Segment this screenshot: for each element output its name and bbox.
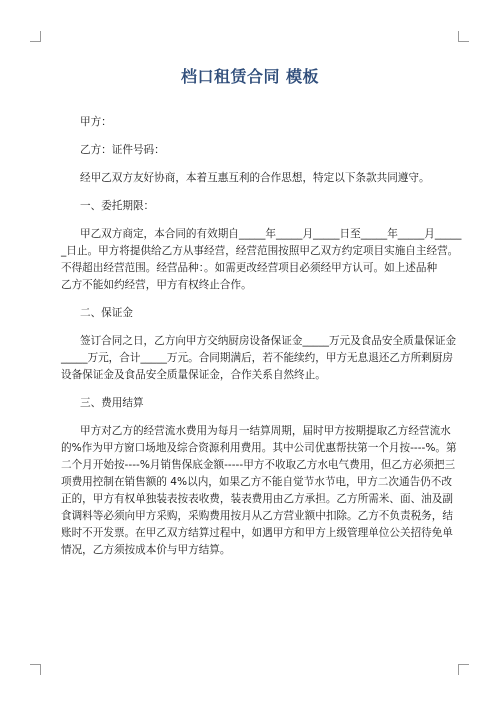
paragraph-line: 甲方对乙方的经营流水费用为每月一结算周期，届时甲方按期提取乙方经营流水 bbox=[80, 425, 451, 437]
paragraph-line: 甲乙双方商定，本合同的有效期自_____年_____月_____日至_____年_____月_____ bbox=[80, 228, 462, 240]
party-b-line: 乙方：证件号码： bbox=[80, 144, 165, 156]
paragraph-line: 设备保证金及食品安全质量保证金，合作关系自然终止。 bbox=[61, 369, 326, 381]
party-a-line: 甲方： bbox=[80, 116, 112, 128]
page-corner-mark-top-right bbox=[458, 31, 469, 42]
paragraph-line: _____万元，合计_____万元。合同期满后，若不能续约，甲方无息退还乙方所剩厨房 bbox=[61, 352, 453, 364]
document-body bbox=[61, 114, 462, 559]
document-title: 档口租赁合同 模板 bbox=[180, 67, 320, 86]
paragraph-line: _日止。甲方将提供给乙方从事经营，经营范围按照甲乙双方约定项目实施自主经营。 bbox=[61, 245, 459, 257]
page-corner-mark-bottom-right bbox=[458, 664, 469, 675]
paragraph-line: 账时不开发票。在甲乙双方结算过程中，如遇甲方和甲方上级管理单位公关招待免单 bbox=[61, 527, 453, 539]
paragraph-line: 项费用控制在销售额的 4%以内，如果乙方不能自觉节水节电，甲方二次通告仍不改 bbox=[61, 476, 452, 488]
section-heading-term: 一、委托期限： bbox=[80, 200, 155, 212]
section-heading-deposit: 二、保证金 bbox=[80, 307, 133, 319]
page-corner-mark-top-left bbox=[30, 31, 41, 42]
paragraph-line: 签订合同之日，乙方向甲方交纳厨房设备保证金_____万元及食品安全质量保证金 bbox=[80, 335, 457, 347]
paragraph-line: 正的，甲方有权单独装表按表收费，装表费用由乙方承担。乙方所需米、面、油及副 bbox=[61, 493, 453, 505]
paragraph-line: 的%作为甲方窗口场地及综合资源利用费用。其中公司优惠帮扶第一个月按----%。第 bbox=[61, 442, 457, 454]
paragraph-line: 乙方不能如约经营，甲方有权终止合作。 bbox=[61, 279, 252, 291]
paragraph-line: 不得超出经营范围。经营品种：。如需更改经营项目必须经甲方认可。如上述品种 bbox=[61, 262, 438, 274]
paragraph-line: 情况，乙方须按成本价与甲方结算。 bbox=[61, 544, 231, 556]
preamble-paragraph: 经甲乙双方友好协商，本着互惠互利的合作思想，特定以下条款共同遵守。 bbox=[80, 172, 430, 184]
paragraph-line: 食调料等必须向甲方采购，采购费用按月从乙方营业额中扣除。乙方不负责税务，结 bbox=[61, 510, 453, 522]
section-heading-settlement: 三、费用结算 bbox=[80, 397, 144, 409]
paragraph-line: 二个月开始按----%月销售保底金额-----甲方不收取乙方水电气费用，但乙方必须把三 bbox=[61, 459, 456, 471]
page-corner-mark-bottom-left bbox=[30, 664, 41, 675]
